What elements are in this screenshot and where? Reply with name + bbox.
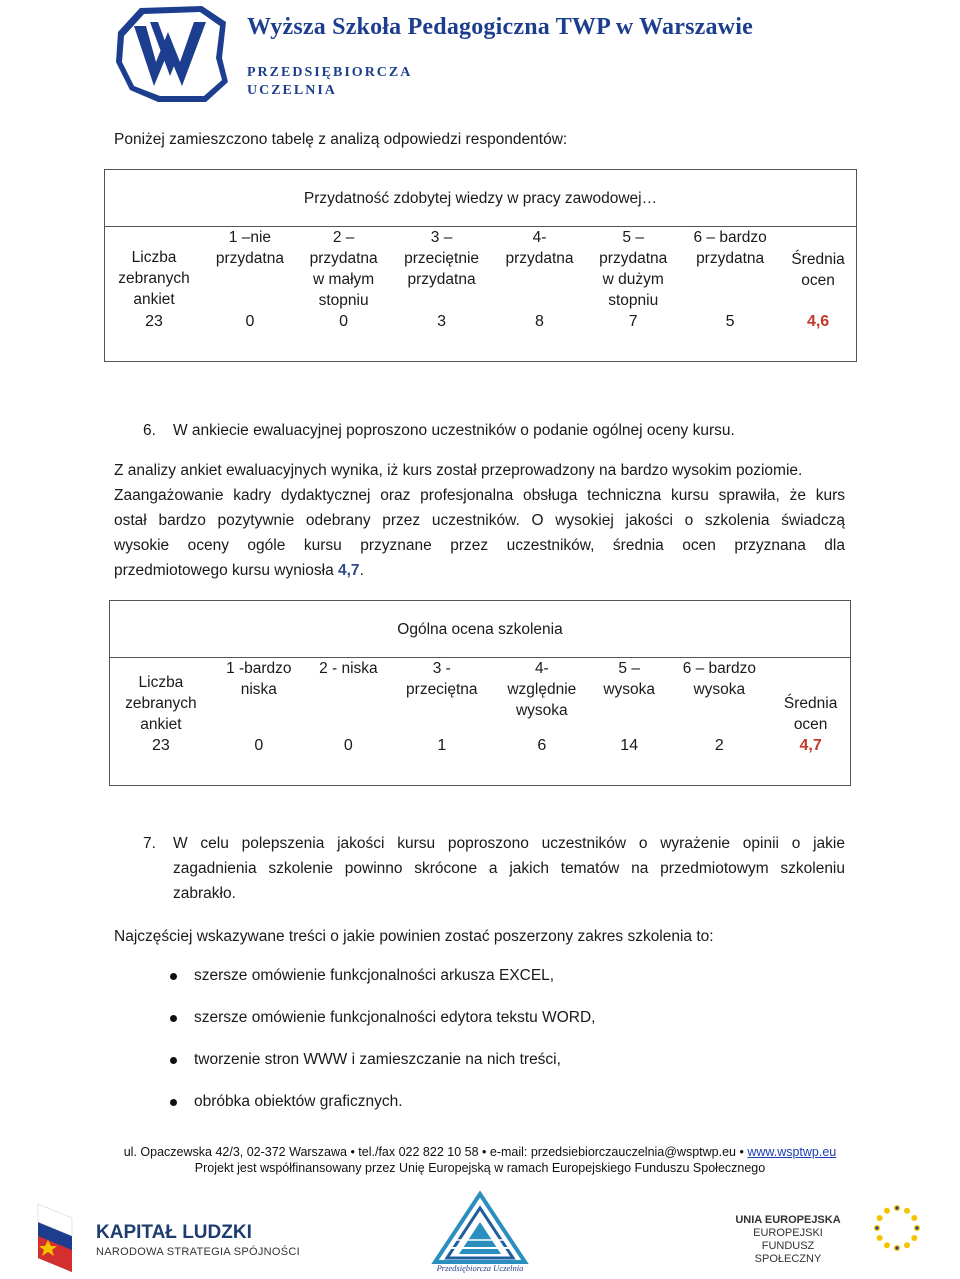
para-line: ostał bardzo pozytywnie odebrany przez uczestników. O wysokiej jakości o szkolenia świadczą [114, 512, 845, 529]
table-cell: 0 [245, 313, 255, 330]
table-title: Ogólna ocena szkolenia [110, 601, 851, 658]
header-line: ankiet [133, 291, 175, 308]
header-score-2 [297, 227, 391, 312]
usefulness-table [104, 169, 857, 362]
list-item: szersze omówienie funkcjonalności arkusza EXCEL, [168, 962, 595, 1004]
footer-address [0, 1145, 960, 1159]
header-line: wysoka [515, 702, 568, 719]
table-cell: 5 [725, 313, 735, 330]
header-score-2 [306, 658, 391, 736]
average-score: 4,7 [338, 562, 360, 579]
header-line: przydatna [407, 271, 476, 288]
para-text: przedmiotowego kursu wyniosła [114, 562, 338, 579]
intro-text: Poniżej zamieszczono tabelę z analizą odpowiedzi respondentów: [114, 131, 568, 148]
footer-cofinance: Projekt jest współfinansowany przez Unię Europejską w ramach Europejskiego Funduszu Społecznego [194, 1161, 766, 1175]
header-score-5 [586, 227, 680, 312]
item-text [173, 831, 845, 906]
para-text: . [359, 562, 364, 579]
header-score-4 [493, 658, 591, 736]
list-item: szersze omówienie funkcjonalności edytora tekstu WORD, [168, 1004, 595, 1046]
table-cell: 3 [437, 313, 447, 330]
table-cell: 14 [620, 737, 639, 754]
header-line: 1 -bardzo [226, 660, 292, 677]
item-number: 7. [143, 835, 156, 852]
table-cell: 6 [537, 737, 547, 754]
header-line: przeciętnie [404, 250, 480, 267]
para-line: Zaangażowanie kadry dydaktycznej oraz profesjonalna obsługa techniczna kursu sprawiła, że kurs [114, 487, 845, 504]
header-line: 2 - niska [319, 660, 378, 677]
header-line [775, 672, 846, 693]
section-7-item [143, 831, 845, 907]
list-item: tworzenie stron WWW i zamieszczanie na nich treści, [168, 1046, 595, 1088]
page-header [0, 0, 960, 108]
header-line: Średnia [791, 251, 845, 268]
header-line: 2 – [332, 229, 355, 246]
table-cell: 8 [535, 313, 544, 330]
school-name: Wyższa Szkoła Pedagogiczna TWP w Warszawie [247, 14, 753, 40]
table-cell: 7 [628, 313, 638, 330]
school-logo-icon [110, 2, 232, 106]
header-line: przydatna [215, 250, 284, 267]
header-score-5 [591, 658, 667, 736]
header-line: w małym [313, 271, 375, 288]
header-line: 3 - [432, 660, 451, 677]
header-count [110, 658, 212, 736]
header-score-4 [493, 227, 587, 312]
table-cell: 1 [437, 737, 447, 754]
header-line: stopniu [318, 292, 369, 309]
header-line: przydatna [309, 250, 378, 267]
header-line: zebranych [125, 695, 197, 712]
header-score-3 [390, 227, 492, 312]
header-line: wysoka [693, 681, 746, 698]
header-line: przydatna [599, 250, 668, 267]
header-line: 4- [532, 229, 547, 246]
header-line: przydatna [696, 250, 765, 267]
table-cell: 23 [152, 737, 170, 754]
header-line: Liczba [131, 249, 177, 266]
table-values-row [110, 735, 851, 786]
section-6-paragraph-1: Z analizy ankiet ewaluacyjnych wynika, iż kurs został przeprowadzony na bardzo wysokim poziomie. [114, 462, 803, 479]
topics-list [168, 962, 595, 1130]
header-line: Średnia [783, 695, 838, 712]
header-score-1 [203, 227, 297, 312]
overall-rating-table [109, 600, 851, 786]
table-header-row [105, 227, 857, 312]
subtitle-line-1: PRZEDSIĘBIORCZA [247, 65, 413, 80]
table-title: Przydatność zdobytej wiedzy w pracy zawodowej… [105, 170, 857, 227]
header-line: ocen [801, 272, 835, 289]
para-line: zabrakło. [173, 885, 236, 902]
header-line: stopniu [608, 292, 659, 309]
header-line: przydatna [505, 250, 574, 267]
header-line: 5 – [622, 229, 644, 246]
para-line-last [114, 558, 845, 583]
table-cell: 0 [254, 737, 264, 754]
table-cell: 23 [145, 313, 163, 330]
header-score-6 [667, 658, 771, 736]
school-subtitle [247, 64, 412, 100]
header-count [105, 227, 204, 312]
header-average [780, 227, 856, 312]
list-item: obróbka obiektów graficznych. [168, 1088, 595, 1130]
header-score-6 [680, 227, 780, 312]
lead-text: Najczęściej wskazywane treści o jakie powinien zostać poszerzony zakres szkolenia to: [114, 928, 714, 945]
header-line: niska [240, 681, 277, 698]
table-header-row [110, 658, 851, 736]
header-line: względnie [507, 681, 577, 698]
para-line: zagadnienia szkolenie powinno skrócone a jakich tematów na przedmiotowym szkoleniu [173, 860, 845, 877]
header-score-1 [212, 658, 306, 736]
header-line: 6 – bardzo [682, 660, 756, 677]
average-value: 4,7 [799, 737, 822, 754]
header-line: 3 – [430, 229, 453, 246]
subtitle-line-2: UCZELNIA [247, 83, 337, 98]
header-line: w dużym [602, 271, 664, 288]
table-cell: 0 [339, 313, 349, 330]
header-line: Liczba [138, 674, 184, 691]
item-number: 6. [143, 422, 156, 439]
header-line: wysoka [603, 681, 656, 698]
eu-line: UNIA EUROPEJSKA [735, 1214, 841, 1226]
header-line: 4- [534, 660, 549, 677]
header-line: 5 – [618, 660, 640, 677]
przedsiebiorcza-uczelnia-caption: Przedsiębiorcza Uczelnia [436, 1263, 524, 1273]
para-line: W celu polepszenia jakości kursu poproszono uczestników o wyrażenie opinii o jakie [173, 835, 845, 852]
eu-line: FUNDUSZ SPOŁECZNY [754, 1240, 822, 1265]
section-6-paragraph-2 [114, 483, 845, 583]
para-line: wysokie oceny ogóle kursu przyznane przez uczestników, średnia ocen przyznana dla [114, 537, 845, 554]
table-cell: 2 [714, 737, 724, 754]
eu-text [733, 1214, 843, 1266]
table-cell: 0 [343, 737, 353, 754]
header-line: 6 – bardzo [693, 229, 767, 246]
table-values-row [105, 311, 857, 362]
header-line: ocen [793, 716, 828, 733]
kapital-ludzki-title: KAPITAŁ LUDZKI [96, 1222, 252, 1243]
header-line: ankiet [140, 716, 182, 733]
header-line: przeciętna [406, 681, 478, 698]
kapital-ludzki-subtitle: NARODOWA STRATEGIA SPÓJNOŚCI [96, 1246, 300, 1258]
average-value: 4,6 [806, 313, 830, 330]
header-line: 1 –nie [228, 229, 272, 246]
header-average [771, 658, 850, 736]
item-text: W ankiecie ewaluacyjnej poproszono uczestników o podanie ogólnej oceny kursu. [173, 422, 735, 439]
eu-line: EUROPEJSKI [753, 1227, 823, 1239]
header-score-3 [391, 658, 493, 736]
header-line: zebranych [118, 270, 190, 287]
website-link[interactable]: www.wsptwp.eu [747, 1145, 837, 1159]
address-text: ul. Opaczewska 42/3, 02-372 Warszawa • tel./fax 022 822 10 58 • e-mail: przedsiebiorczauczelnia@wsptwp.eu • [123, 1145, 748, 1159]
